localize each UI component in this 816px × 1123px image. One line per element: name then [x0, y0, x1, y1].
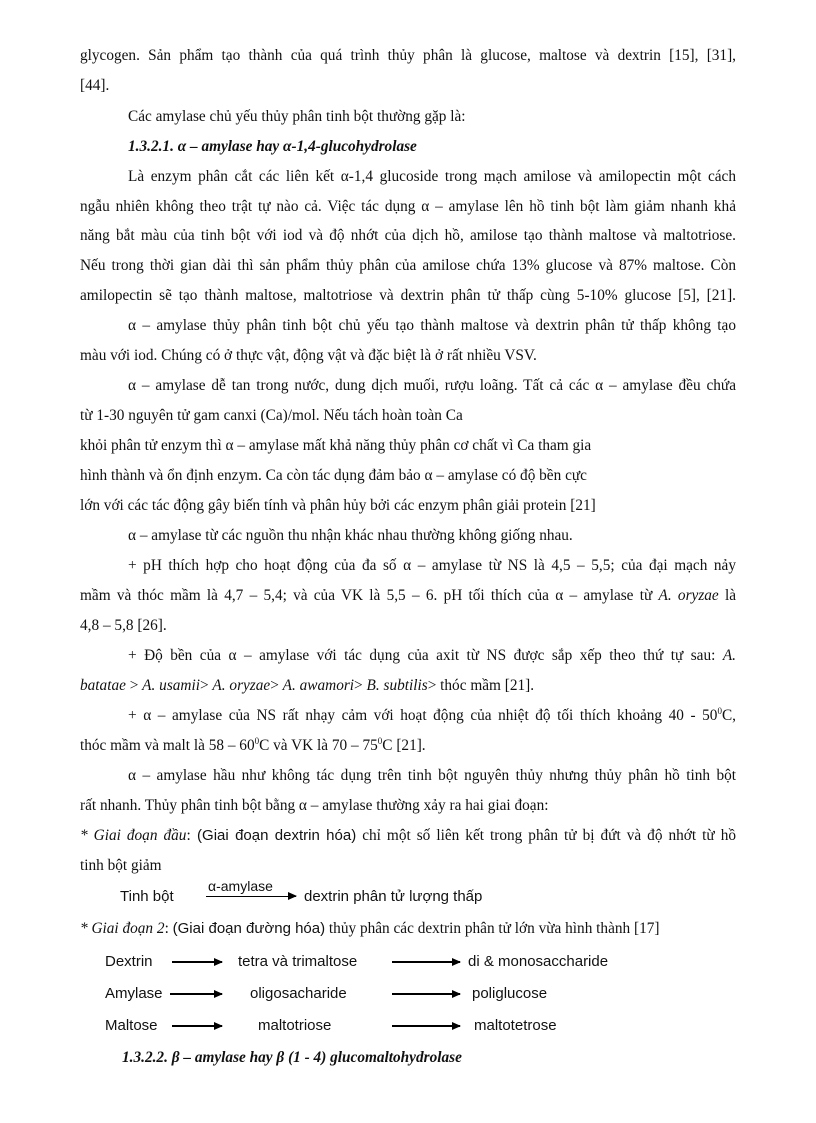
reaction-product: dextrin phân tử lượng thấp [304, 888, 483, 905]
scheme-arrow-icon [172, 961, 222, 963]
paragraph-line: glycogen. Sản phẩm tạo thành của quá trình thủy phân là glucose, maltose và dextrin [15], [31], [80, 47, 736, 64]
scheme-item: oligosacharide [250, 985, 347, 1002]
scheme-item: maltotetrose [474, 1017, 557, 1034]
reaction-substrate: Tinh bột [120, 888, 174, 905]
paragraph-line: năng bắt màu của tinh bột với iod và độ nhớt của dịch hồ, amilose tạo thành maltose và maltotriose. [80, 227, 736, 244]
paragraph-line: α – amylase dễ tan trong nước, dung dịch muối, rượu loãng. Tất cả các α – amylase đều chứa [128, 377, 736, 394]
scheme-arrow-icon [392, 993, 460, 995]
scheme-item: maltotriose [258, 1017, 332, 1034]
paragraph-line: + α – amylase của NS rất nhạy cảm với hoạt động của nhiệt độ tối thích khoảng $40 - 50^0C$, [128, 706, 736, 724]
section-heading: 1.3.2.1. α – amylase hay α-1,4-glucohydrolase [128, 138, 417, 155]
paragraph-line: mầm và thóc mầm là 4,7 – 5,4; và của VK là 5,5 – 6. pH tối thích của α – amylase từ A. oryzae là [80, 587, 737, 604]
paragraph-line: α – amylase thủy phân tinh bột chủ yếu tạo thành maltose và dextrin phân tử thấp không tạo [128, 317, 736, 334]
paragraph-line: α – amylase từ các nguồn thu nhận khác nhau thường không giống nhau. [128, 527, 573, 544]
paragraph-line: amilopectin sẽ tạo thành maltose, maltotriose và dextrin phân tử thấp cùng 5-10% glucose [5], [21]. [80, 287, 736, 304]
scheme-item: Dextrin [105, 953, 153, 970]
paragraph-line: khỏi phân tử enzym thì α – amylase mất khả năng thủy phân cơ chất vì Ca tham gia [80, 437, 592, 454]
section-heading: 1.3.2.2. β – amylase hay β (1 - 4) glucomaltohydrolase [122, 1049, 462, 1066]
paragraph-line: batatae > A. usamii> A. oryzae> A. awamori> B. subtilis> thóc mầm [21]. [80, 677, 535, 694]
paragraph-line: Các amylase chủ yếu thủy phân tinh bột thường gặp là: [128, 108, 466, 125]
scheme-arrow-icon [170, 993, 222, 995]
scheme-item: tetra và trimaltose [238, 953, 358, 970]
scheme-arrow-icon [392, 961, 460, 963]
paragraph-line: Là enzym phân cắt các liên kết α-1,4 glucoside trong mạch amilose và amilopectin một cách [128, 168, 736, 185]
paragraph-line: tinh bột giảm [80, 857, 162, 874]
paragraph-line: Nếu trong thời gian dài thì sản phẩm thủy phân của amilose chứa 13% glucose và 87% maltose. Còn [80, 257, 736, 274]
paragraph-line: [44]. [80, 77, 110, 94]
paragraph-line: * Giai đoạn đầu: (Giai đoạn dextrin hóa) chỉ một số liên kết trong phân tử bị đứt và độ nhớt từ hồ [80, 827, 736, 844]
paragraph-line: thóc mầm và malt là $58 - 60^0C$ và VK là $70 - 75^0C$ [21]. [80, 736, 426, 754]
reaction-arrow-icon [206, 896, 296, 897]
paragraph-line: từ 1-30 nguyên tử gam canxi (Ca)/mol. Nếu tách hoàn toàn Ca [80, 407, 463, 424]
paragraph-line: + pH thích hợp cho hoạt động của đa số α – amylase từ NS là 4,5 – 5,5; của đại mạch nảy [128, 557, 736, 574]
paragraph-line: + Độ bền của α – amylase với tác dụng của axit từ NS được sắp xếp theo thứ tự sau: A. [128, 647, 736, 664]
scheme-item: di & monosaccharide [468, 953, 609, 970]
scheme-item: poliglucose [472, 985, 548, 1002]
reaction-enzyme-label: α-amylase [208, 878, 273, 894]
scheme-arrow-icon [172, 1025, 222, 1027]
scheme-item: Maltose [105, 1017, 158, 1034]
paragraph-line: rất nhanh. Thủy phân tinh bột bằng α – amylase thường xảy ra hai giai đoạn: [80, 797, 549, 814]
scheme-arrow-icon [392, 1025, 460, 1027]
paragraph-line: lớn với các tác động gây biến tính và phân hủy bởi các enzym phân giải protein [21] [80, 497, 596, 514]
paragraph-line: hình thành và ổn định enzym. Ca còn tác dụng đảm bảo α – amylase có độ bền cực [80, 467, 587, 484]
scheme-item: Amylase [105, 985, 163, 1002]
paragraph-line: α – amylase hầu như không tác dụng trên tinh bột nguyên thủy nhưng thủy phân hồ tinh bột [128, 767, 736, 784]
paragraph-line: * Giai đoạn 2: (Giai đoạn đường hóa) thủy phân các dextrin phân tử lớn vừa hình thành [17] [80, 920, 660, 937]
paragraph-line: ngẫu nhiên không theo trật tự nào cả. Việc tác dụng α – amylase lên hồ tinh bột làm giảm nhanh khả [80, 198, 736, 215]
paragraph-line: 4,8 – 5,8 [26]. [80, 617, 167, 634]
paragraph-line: màu với iod. Chúng có ở thực vật, động vật và đặc biệt là ở rất nhiều VSV. [80, 347, 537, 364]
